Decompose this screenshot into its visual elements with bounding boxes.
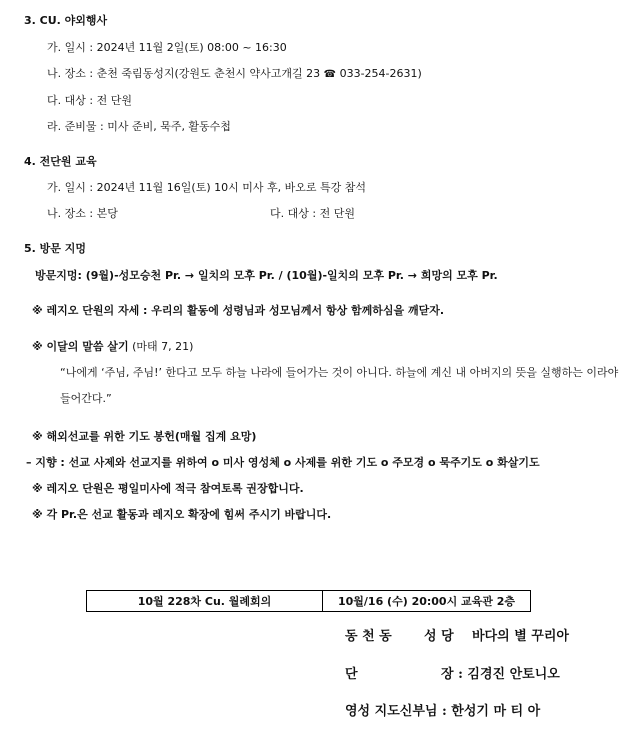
word-of-month [32, 340, 193, 354]
section-4-date: 가. 일시 : 2024년 11월 16일(토) 10시 미사 후, 바오로 특강 참석 [47, 181, 366, 194]
section-4-place: 나. 장소 : 본당 [47, 207, 118, 220]
expansion-note: ※ 각 Pr.은 선교 활동과 레지오 확장에 힘써 주시기 바랍니다. [32, 508, 332, 521]
verse-text: “나에게 ‘주님, 주님!’ 한다고 모두 하늘 나라에 들어가는 것이 아니다. 하늘에 계신 내 아버지의 뜻을 실행하는 이라야 들어간다.” [60, 366, 619, 405]
head-line [345, 666, 605, 684]
meeting-time-cell: 10월/16 (수) 20:00시 교육관 2층 [322, 590, 531, 612]
curia-name: 바다의 별 꾸리아 [472, 629, 569, 644]
section-3-target: 다. 대상 : 전 단원 [47, 94, 132, 107]
word-ref: (마태 7, 21) [132, 340, 194, 353]
section-5-visits: 방문지멍: (9월)-성모승천 Pr. → 일치의 모후 Pr. / (10월)-일치의 모후 Pr. → 희망의 모후 Pr. [35, 269, 498, 282]
section-3-title: 3. CU. 야외행사 [24, 14, 108, 27]
attitude-note: ※ 레지오 단원의 자세 : 우리의 활동에 성령님과 성모님께서 항상 함께하심을 깨닫자. [32, 304, 445, 317]
intention-line: – 지향 : 선교 사제와 선교지를 위하여 o 미사 영성체 o 사제를 위한 기도 o 주모경 o 묵주기도 o 화살기도 [26, 456, 540, 469]
place-text: 나. 장소 : 춘천 죽림동성지(강원도 춘천시 약사고개길 23 [47, 67, 321, 80]
meeting-name-cell: 10월 228차 Cu. 월례회의 [86, 590, 323, 612]
director-line: 영성 지도신부님 : 한성기 마 티 아 [345, 704, 541, 719]
section-3-prep: 라. 준비물 : 미사 준비, 묵주, 활동수첩 [47, 120, 231, 133]
head-label-a: 단 [345, 667, 358, 682]
head-name: 장 : 김경진 안토니오 [441, 667, 560, 682]
parish-line [345, 628, 605, 646]
word-title: ※ 이달의 말씀 살기 [32, 340, 129, 353]
section-3-place [47, 67, 422, 82]
section-4-title: 4. 전단원 교육 [24, 155, 97, 168]
section-3-date: 가. 일시 : 2024년 11월 2일(토) 08:00 ~ 16:30 [47, 41, 287, 54]
section-5-title: 5. 방문 지멍 [24, 242, 86, 255]
phone-icon: ☎ [323, 69, 337, 80]
section-4-target: 다. 대상 : 전 단원 [270, 207, 355, 220]
parish-church: 성 당 [424, 629, 454, 644]
parish-name: 동 천 동 [345, 629, 392, 644]
weekday-mass-note: ※ 레지오 단원은 평일미사에 적극 참여토록 권장합니다. [32, 482, 304, 495]
phone-number: 033-254-2631) [339, 67, 422, 80]
mission-note: ※ 해외선교를 위한 기도 봉헌(매월 집계 요망) [32, 430, 257, 443]
